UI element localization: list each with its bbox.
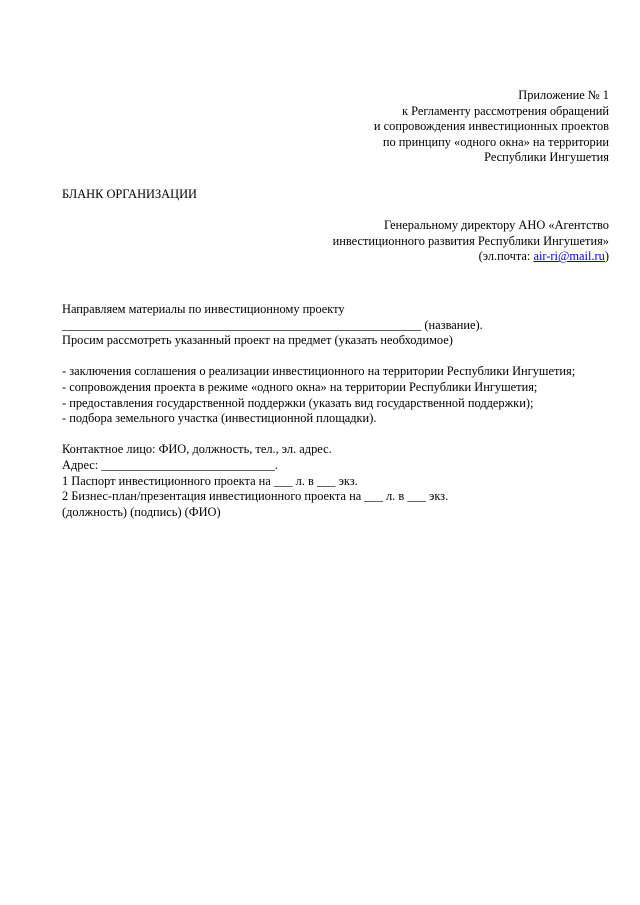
option-item: - заключения соглашения о реализации инвестиционного на территории Республики Ингушетия; bbox=[62, 364, 576, 379]
intro-text: Направляем материалы по инвестиционному проекту bbox=[62, 302, 345, 316]
appendix-line: по принципу «одного окна» на территории bbox=[382, 134, 609, 149]
appendix-header bbox=[374, 88, 609, 166]
addressee-line: инвестиционного развития Республики Ингушетия» bbox=[332, 233, 609, 248]
addressee-line: Генеральному директору АНО «Агентство bbox=[383, 218, 609, 232]
attachment-item: 2 Бизнес-план/презентация инвестиционного проекта на ___ л. в ___ экз. bbox=[62, 489, 449, 504]
option-item: - сопровождения проекта в режиме «одного окна» на территории Республики Ингушетия; bbox=[62, 379, 538, 394]
signature-line: (должность) (подпись) (ФИО) bbox=[62, 504, 221, 519]
spacer bbox=[62, 427, 575, 443]
appendix-line: и сопровождения инвестиционных проектов bbox=[373, 119, 609, 134]
email-link[interactable]: air-ri@mail.ru bbox=[533, 249, 605, 264]
appendix-line: к Регламенту рассмотрения обращений bbox=[401, 103, 609, 118]
project-name-line: __________________________________________________________ (название). bbox=[62, 317, 483, 332]
letter-body bbox=[62, 302, 575, 520]
option-item: - подбора земельного участка (инвестиционной площадки). bbox=[62, 411, 377, 426]
form-title: БЛАНК ОРГАНИЗАЦИИ bbox=[62, 187, 197, 201]
option-item: - предоставления государственной поддержки (указать вид государственной поддержки); bbox=[62, 395, 534, 410]
email-prefix: (эл.почта: bbox=[478, 249, 534, 264]
request-text: Просим рассмотреть указанный проект на предмет (указать необходимое) bbox=[62, 333, 453, 348]
email-suffix: ) bbox=[604, 249, 609, 264]
appendix-line: Республики Ингушетия bbox=[484, 150, 609, 165]
addressee-email-line bbox=[333, 249, 609, 265]
address-line: Адрес: ____________________________. bbox=[62, 457, 278, 472]
appendix-line: Приложение № 1 bbox=[518, 88, 609, 102]
spacer bbox=[62, 349, 575, 365]
addressee-block bbox=[333, 218, 609, 265]
attachment-item: 1 Паспорт инвестиционного проекта на ___ л. в ___ экз. bbox=[62, 473, 358, 488]
contact-text: Контактное лицо: ФИО, должность, тел., эл. адрес. bbox=[62, 442, 332, 457]
